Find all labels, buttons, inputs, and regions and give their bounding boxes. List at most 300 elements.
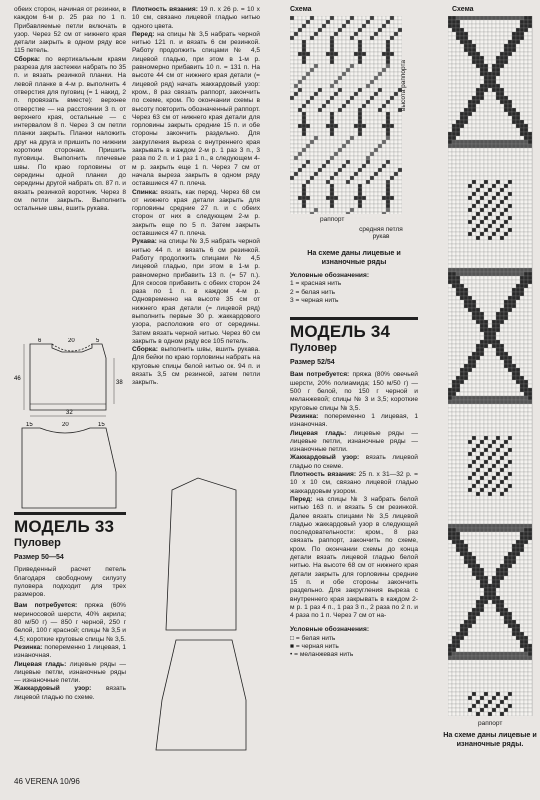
grid-cell bbox=[520, 380, 524, 384]
grid-cell bbox=[528, 484, 532, 488]
grid-cell bbox=[508, 424, 512, 428]
dim-label: 15 bbox=[26, 422, 33, 428]
grid-cell bbox=[476, 556, 480, 560]
grid-cell bbox=[290, 32, 294, 36]
grid-cell bbox=[456, 564, 460, 568]
grid-cell bbox=[524, 612, 528, 616]
grid-cell bbox=[452, 684, 456, 688]
grid-cell bbox=[492, 44, 496, 48]
grid-cell bbox=[306, 120, 310, 124]
grid-cell bbox=[378, 208, 382, 212]
grid-cell bbox=[516, 108, 520, 112]
grid-cell bbox=[524, 76, 528, 80]
grid-cell bbox=[512, 116, 516, 120]
grid-cell bbox=[390, 124, 394, 128]
grid-cell bbox=[516, 136, 520, 140]
grid-cell bbox=[500, 264, 504, 268]
grid-cell bbox=[500, 124, 504, 128]
grid-cell bbox=[464, 572, 468, 576]
grid-cell bbox=[504, 100, 508, 104]
grid-cell bbox=[390, 176, 394, 180]
grid-cell bbox=[508, 380, 512, 384]
grid-cell bbox=[460, 152, 464, 156]
grid-cell bbox=[452, 156, 456, 160]
grid-cell bbox=[302, 156, 306, 160]
grid-cell bbox=[456, 284, 460, 288]
grid-cell bbox=[334, 152, 338, 156]
grid-cell bbox=[512, 596, 516, 600]
grid-cell bbox=[480, 456, 484, 460]
grid-cell bbox=[496, 28, 500, 32]
grid-cell bbox=[508, 516, 512, 520]
grid-cell bbox=[460, 604, 464, 608]
grid-cell bbox=[398, 188, 402, 192]
grid-cell bbox=[330, 56, 334, 60]
grid-cell bbox=[472, 572, 476, 576]
grid-cell bbox=[468, 544, 472, 548]
grid-cell bbox=[476, 504, 480, 508]
grid-cell bbox=[456, 592, 460, 596]
grid-cell bbox=[508, 456, 512, 460]
grid-cell bbox=[452, 88, 456, 92]
grid-cell bbox=[516, 360, 520, 364]
grid-cell bbox=[512, 192, 516, 196]
grid-cell bbox=[456, 352, 460, 356]
grid-cell bbox=[358, 108, 362, 112]
grid-cell bbox=[516, 320, 520, 324]
grid-cell bbox=[488, 652, 492, 656]
grid-cell bbox=[448, 320, 452, 324]
grid-cell bbox=[488, 532, 492, 536]
grid-cell bbox=[314, 52, 318, 56]
grid-cell bbox=[512, 296, 516, 300]
grid-cell bbox=[456, 132, 460, 136]
grid-cell bbox=[496, 572, 500, 576]
grid-cell bbox=[488, 432, 492, 436]
grid-cell bbox=[500, 552, 504, 556]
grid-cell bbox=[496, 528, 500, 532]
grid-cell bbox=[508, 60, 512, 64]
grid-cell bbox=[326, 204, 330, 208]
grid-cell bbox=[480, 44, 484, 48]
grid-cell bbox=[330, 52, 334, 56]
grid-cell bbox=[338, 80, 342, 84]
grid-cell bbox=[504, 300, 508, 304]
grid-cell bbox=[500, 36, 504, 40]
grid-cell bbox=[456, 464, 460, 468]
grid-cell bbox=[504, 344, 508, 348]
col4-chart-title: Схема bbox=[452, 6, 474, 13]
grid-cell bbox=[472, 632, 476, 636]
grid-cell bbox=[460, 240, 464, 244]
grid-cell bbox=[504, 388, 508, 392]
grid-cell bbox=[508, 664, 512, 668]
grid-cell bbox=[460, 584, 464, 588]
grid-cell bbox=[374, 100, 378, 104]
grid-cell bbox=[374, 164, 378, 168]
grid-cell bbox=[350, 188, 354, 192]
grid-cell bbox=[460, 568, 464, 572]
grid-cell bbox=[354, 168, 358, 172]
grid-cell bbox=[326, 28, 330, 32]
grid-cell bbox=[476, 36, 480, 40]
grid-cell bbox=[476, 228, 480, 232]
grid-cell bbox=[452, 552, 456, 556]
grid-cell bbox=[326, 20, 330, 24]
grid-cell bbox=[508, 524, 512, 528]
jacq-label: Жаккардовый узор: bbox=[290, 454, 360, 462]
grid-cell bbox=[464, 600, 468, 604]
grid-cell bbox=[516, 88, 520, 92]
grid-cell bbox=[310, 156, 314, 160]
grid-cell bbox=[512, 136, 516, 140]
grid-cell bbox=[500, 684, 504, 688]
grid-cell bbox=[512, 128, 516, 132]
grid-cell bbox=[520, 400, 524, 404]
grid-cell bbox=[496, 172, 500, 176]
grid-cell bbox=[330, 124, 334, 128]
grid-cell bbox=[322, 80, 326, 84]
grid-cell bbox=[362, 208, 366, 212]
grid-cell bbox=[452, 36, 456, 40]
legend-title: Условные обозначения: bbox=[290, 272, 370, 279]
grid-cell bbox=[520, 108, 524, 112]
grid-cell bbox=[520, 616, 524, 620]
rib-text: попеременно 1 лицевая, 1 изнаночная. bbox=[14, 643, 126, 660]
grid-cell bbox=[398, 120, 402, 124]
grid-cell bbox=[504, 304, 508, 308]
grid-cell bbox=[298, 152, 302, 156]
grid-cell bbox=[504, 248, 508, 252]
grid-cell bbox=[330, 108, 334, 112]
grid-cell bbox=[500, 584, 504, 588]
grid-cell bbox=[512, 628, 516, 632]
grid-cell bbox=[456, 348, 460, 352]
grid-cell bbox=[500, 524, 504, 528]
grid-cell bbox=[480, 612, 484, 616]
grid-cell bbox=[342, 152, 346, 156]
grid-cell bbox=[476, 136, 480, 140]
grid-cell bbox=[484, 564, 488, 568]
grid-cell bbox=[492, 492, 496, 496]
grid-cell bbox=[468, 308, 472, 312]
grid-cell bbox=[488, 272, 492, 276]
grid-cell bbox=[378, 152, 382, 156]
grid-cell bbox=[500, 244, 504, 248]
grid-cell bbox=[520, 96, 524, 100]
grid-cell bbox=[528, 48, 532, 52]
grid-cell bbox=[398, 52, 402, 56]
grid-cell bbox=[448, 116, 452, 120]
grid-cell bbox=[464, 368, 468, 372]
grid-cell bbox=[456, 304, 460, 308]
grid-cell bbox=[488, 448, 492, 452]
grid-cell bbox=[476, 456, 480, 460]
grid-cell bbox=[394, 104, 398, 108]
grid-cell bbox=[394, 116, 398, 120]
grid-cell bbox=[520, 648, 524, 652]
grid-cell bbox=[456, 140, 460, 144]
grid-cell bbox=[374, 132, 378, 136]
grid-cell bbox=[520, 524, 524, 528]
grid-cell bbox=[346, 204, 350, 208]
grid-cell bbox=[366, 196, 370, 200]
grid-cell bbox=[362, 128, 366, 132]
grid-cell bbox=[354, 172, 358, 176]
grid-cell bbox=[326, 16, 330, 20]
grid-cell bbox=[460, 44, 464, 48]
grid-cell bbox=[520, 548, 524, 552]
grid-cell bbox=[468, 388, 472, 392]
grid-cell bbox=[448, 408, 452, 412]
grid-cell bbox=[472, 344, 476, 348]
grid-cell bbox=[378, 124, 382, 128]
grid-cell bbox=[448, 24, 452, 28]
grid-cell bbox=[452, 504, 456, 508]
grid-cell bbox=[528, 496, 532, 500]
grid-cell bbox=[472, 60, 476, 64]
grid-cell bbox=[464, 656, 468, 660]
grid-cell bbox=[314, 176, 318, 180]
grid-cell bbox=[464, 464, 468, 468]
grid-cell bbox=[464, 40, 468, 44]
grid-cell bbox=[524, 500, 528, 504]
grid-cell bbox=[504, 576, 508, 580]
grid-cell bbox=[472, 160, 476, 164]
grid-cell bbox=[460, 176, 464, 180]
grid-cell bbox=[310, 92, 314, 96]
grid-cell bbox=[512, 340, 516, 344]
grid-cell bbox=[464, 436, 468, 440]
grid-cell bbox=[464, 216, 468, 220]
grid-cell bbox=[512, 180, 516, 184]
grid-cell bbox=[516, 632, 520, 636]
grid-cell bbox=[484, 640, 488, 644]
grid-cell bbox=[394, 72, 398, 76]
grid-cell bbox=[456, 496, 460, 500]
grid-cell bbox=[294, 100, 298, 104]
grid-cell bbox=[512, 380, 516, 384]
grid-cell bbox=[452, 316, 456, 320]
grid-cell bbox=[492, 192, 496, 196]
grid-cell bbox=[516, 164, 520, 168]
grid-cell bbox=[508, 96, 512, 100]
grid-cell bbox=[492, 632, 496, 636]
grid-cell bbox=[484, 24, 488, 28]
grid-cell bbox=[488, 228, 492, 232]
grid-cell bbox=[488, 328, 492, 332]
grid-cell bbox=[472, 328, 476, 332]
grid-cell bbox=[394, 48, 398, 52]
grid-cell bbox=[366, 168, 370, 172]
grid-cell bbox=[520, 448, 524, 452]
grid-cell bbox=[524, 476, 528, 480]
grid-cell bbox=[512, 396, 516, 400]
grid-cell bbox=[456, 288, 460, 292]
grid-cell bbox=[524, 260, 528, 264]
grid-cell bbox=[472, 376, 476, 380]
grid-cell bbox=[456, 324, 460, 328]
grid-cell bbox=[370, 160, 374, 164]
grid-cell bbox=[472, 596, 476, 600]
grid-cell bbox=[322, 72, 326, 76]
grid-cell bbox=[516, 48, 520, 52]
grid-cell bbox=[500, 32, 504, 36]
grid-cell bbox=[452, 196, 456, 200]
grid-cell bbox=[452, 84, 456, 88]
grid-cell bbox=[492, 104, 496, 108]
grid-cell bbox=[512, 580, 516, 584]
grid-cell bbox=[290, 20, 294, 24]
grid-cell bbox=[378, 196, 382, 200]
grid-cell bbox=[500, 52, 504, 56]
grid-cell bbox=[382, 164, 386, 168]
grid-cell bbox=[528, 480, 532, 484]
grid-cell bbox=[358, 32, 362, 36]
grid-cell bbox=[468, 344, 472, 348]
grid-cell bbox=[294, 112, 298, 116]
grid-cell bbox=[472, 212, 476, 216]
grid-cell bbox=[528, 404, 532, 408]
grid-cell bbox=[520, 224, 524, 228]
grid-cell bbox=[472, 592, 476, 596]
back-text: вязать, как перед. Через 68 см от нижнего края детали закрыть для горловины средние 27 п. и с обеих сторон от них в следующем 2-м р. закрыть еще по 5 п. Затем закрыть оставшиеся 47 п. плеча. bbox=[132, 188, 260, 238]
grid-cell bbox=[508, 236, 512, 240]
grid-cell bbox=[472, 604, 476, 608]
grid-cell bbox=[472, 180, 476, 184]
grid-cell bbox=[394, 144, 398, 148]
grid-cell bbox=[294, 80, 298, 84]
grid-cell bbox=[464, 120, 468, 124]
grid-cell bbox=[480, 556, 484, 560]
grid-cell bbox=[508, 656, 512, 660]
grid-cell bbox=[298, 184, 302, 188]
grid-cell bbox=[476, 276, 480, 280]
grid-cell bbox=[448, 72, 452, 76]
grid-cell bbox=[520, 560, 524, 564]
grid-cell bbox=[504, 116, 508, 120]
grid-cell bbox=[488, 48, 492, 52]
grid-cell bbox=[468, 68, 472, 72]
grid-cell bbox=[516, 392, 520, 396]
grid-cell bbox=[378, 44, 382, 48]
grid-cell bbox=[378, 108, 382, 112]
grid-cell bbox=[468, 412, 472, 416]
grid-cell bbox=[370, 24, 374, 28]
grid-cell bbox=[350, 32, 354, 36]
grid-cell bbox=[472, 68, 476, 72]
grid-cell bbox=[330, 20, 334, 24]
grid-cell bbox=[464, 304, 468, 308]
grid-cell bbox=[350, 88, 354, 92]
grid-cell bbox=[472, 516, 476, 520]
grid-cell bbox=[520, 612, 524, 616]
grid-cell bbox=[366, 28, 370, 32]
grid-cell bbox=[520, 148, 524, 152]
grid-cell bbox=[520, 540, 524, 544]
grid-cell bbox=[504, 600, 508, 604]
grid-cell bbox=[370, 52, 374, 56]
grid-cell bbox=[476, 72, 480, 76]
grid-cell bbox=[464, 516, 468, 520]
grid-cell bbox=[322, 40, 326, 44]
grid-cell bbox=[398, 196, 402, 200]
grid-cell bbox=[524, 624, 528, 628]
grid-cell bbox=[390, 132, 394, 136]
grid-cell bbox=[492, 536, 496, 540]
grid-cell bbox=[504, 456, 508, 460]
grid-cell bbox=[512, 24, 516, 28]
grid-cell bbox=[456, 448, 460, 452]
model-33-intro: Приведенный расчет петель благодаря свободному силуэту пуловера подходит для трех размеров. bbox=[14, 566, 126, 599]
grid-cell bbox=[294, 172, 298, 176]
grid-cell bbox=[338, 84, 342, 88]
grid-cell bbox=[472, 260, 476, 264]
grid-cell bbox=[500, 416, 504, 420]
grid-cell bbox=[476, 120, 480, 124]
grid-cell bbox=[516, 324, 520, 328]
grid-cell bbox=[334, 104, 338, 108]
grid-cell bbox=[492, 284, 496, 288]
grid-cell bbox=[448, 304, 452, 308]
grid-cell bbox=[524, 672, 528, 676]
grid-cell bbox=[330, 152, 334, 156]
grid-cell bbox=[528, 512, 532, 516]
grid-cell bbox=[464, 168, 468, 172]
grid-cell bbox=[290, 132, 294, 136]
grid-cell bbox=[488, 472, 492, 476]
grid-cell bbox=[358, 144, 362, 148]
grid-cell bbox=[460, 328, 464, 332]
grid-cell bbox=[500, 344, 504, 348]
grid-cell bbox=[496, 488, 500, 492]
grid-cell bbox=[456, 216, 460, 220]
grid-cell bbox=[456, 332, 460, 336]
grid-cell bbox=[496, 564, 500, 568]
grid-cell bbox=[488, 660, 492, 664]
grid-cell bbox=[476, 88, 480, 92]
grid-cell bbox=[330, 60, 334, 64]
grid-cell bbox=[398, 168, 402, 172]
grid-cell bbox=[460, 608, 464, 612]
grid-cell bbox=[512, 360, 516, 364]
grid-cell bbox=[326, 92, 330, 96]
grid-cell bbox=[460, 84, 464, 88]
grid-cell bbox=[480, 324, 484, 328]
grid-cell bbox=[492, 40, 496, 44]
grid-cell bbox=[488, 588, 492, 592]
grid-cell bbox=[310, 80, 314, 84]
grid-cell bbox=[488, 324, 492, 328]
grid-cell bbox=[334, 96, 338, 100]
grid-cell bbox=[456, 192, 460, 196]
grid-cell bbox=[496, 72, 500, 76]
pattern-diagram-back bbox=[10, 422, 130, 512]
grid-cell bbox=[330, 96, 334, 100]
grid-cell bbox=[520, 72, 524, 76]
grid-cell bbox=[362, 144, 366, 148]
grid-cell bbox=[314, 16, 318, 20]
legend-item: ■ = черная нить bbox=[290, 642, 339, 650]
grid-cell bbox=[476, 84, 480, 88]
grid-cell bbox=[350, 164, 354, 168]
grid-cell bbox=[334, 56, 338, 60]
grid-cell bbox=[508, 520, 512, 524]
grid-cell bbox=[398, 164, 402, 168]
grid-cell bbox=[488, 612, 492, 616]
grid-cell bbox=[382, 72, 386, 76]
grid-cell bbox=[524, 288, 528, 292]
